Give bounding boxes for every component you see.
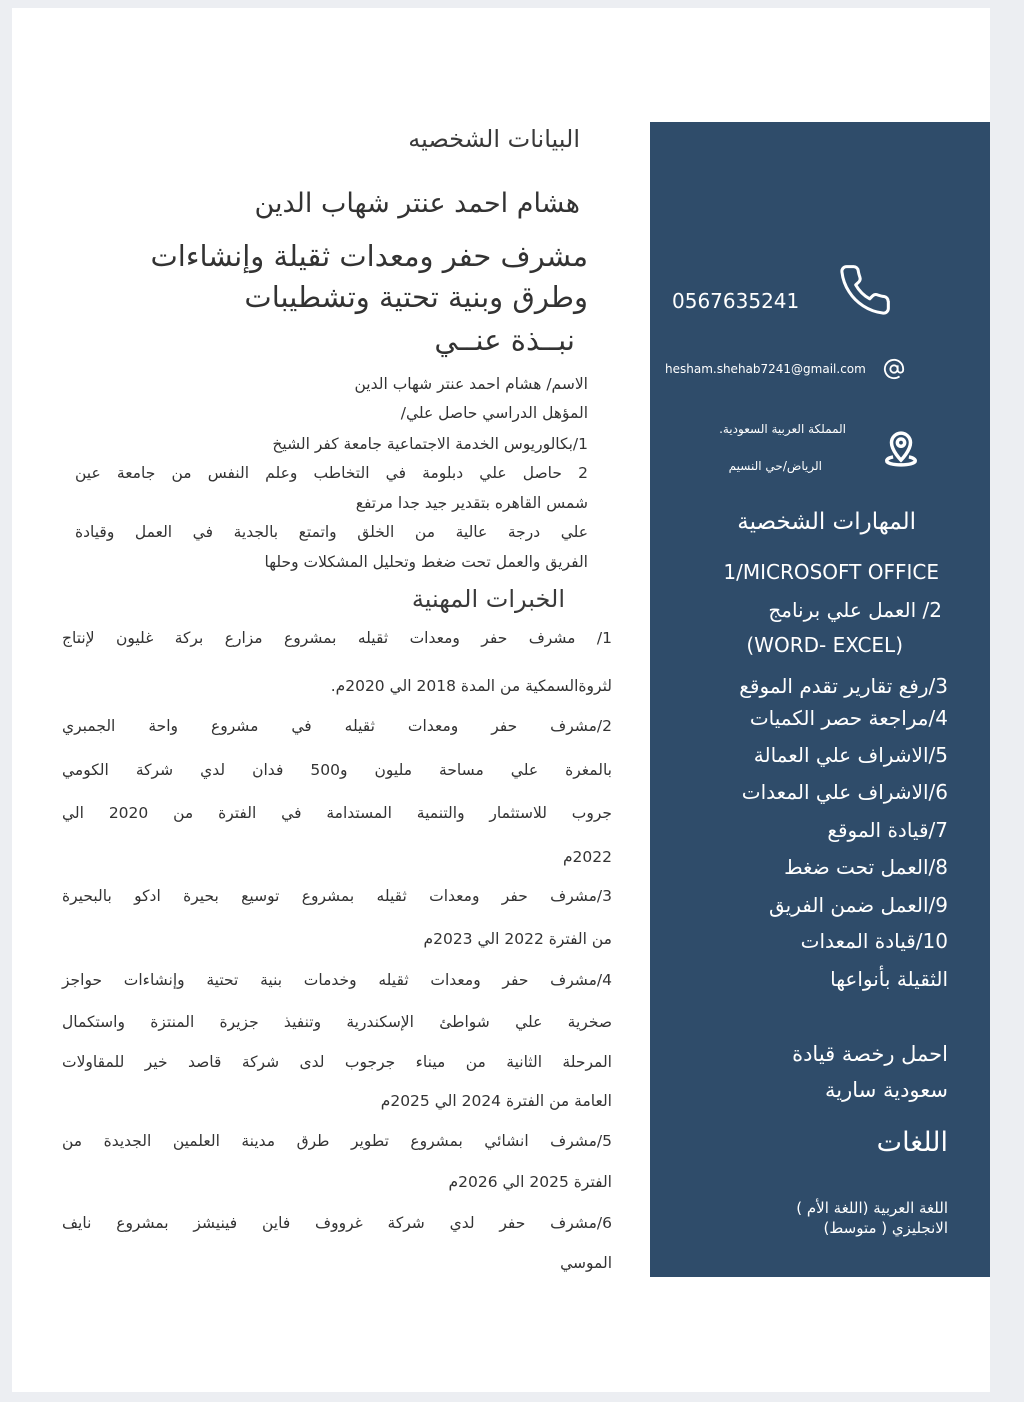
about-line: الاسم/ هشام احمد عنتر شهاب الدين	[354, 375, 588, 393]
phone-number[interactable]: 0567635241	[672, 289, 800, 313]
full-name: هشام احمد عنتر شهاب الدين	[254, 188, 580, 219]
about-line: 2 حاصل علي دبلومة في التخاطب وعلم النفس من جامعة عين	[75, 464, 588, 482]
skill-item: 8/العمل تحت ضغط	[784, 855, 948, 879]
license-line: احمل رخصة قيادة	[792, 1042, 948, 1066]
skill-item: الثقيلة بأنواعها	[830, 967, 948, 991]
experience-line: صخرية علي شواطئ الإسكندرية وتنفيذ جزيرة المنتزة واستكمال	[62, 1013, 612, 1031]
experience-line: جروب للاستثمار والتنمية المستدامة في الفترة من 2020 الي	[62, 804, 612, 822]
experience-line: 6/مشرف حفر لدي شركة غرووف فاين فينيشز بمشروع نايف	[62, 1214, 612, 1232]
about-line: شمس القاهره بتقدير جيد جدا مرتفع	[355, 494, 588, 512]
personal-heading: البيانات الشخصيه	[408, 125, 580, 153]
skill-item: 9/العمل ضمن الفريق	[768, 893, 948, 917]
at-icon	[883, 358, 905, 380]
languages-heading: اللغات	[876, 1127, 948, 1158]
about-heading: نبــذة عنــي	[434, 323, 575, 357]
skill-item: 5/الاشراف علي العمالة	[753, 743, 948, 767]
language-item: الانجليزي ( متوسط)	[823, 1219, 948, 1237]
experience-line: من الفترة 2022 الي 2023م	[423, 930, 612, 948]
skills-heading: المهارات الشخصية	[737, 509, 916, 535]
experience-line: 2022م	[562, 848, 612, 866]
about-line: علي درجة عالية من الخلق واتمتع بالجدية في العمل وقيادة	[75, 523, 588, 541]
experience-line: العامة من الفترة 2024 الي 2025م	[380, 1092, 612, 1110]
skill-item: 1/MICROSOFT OFFICE	[723, 560, 939, 584]
address-line-2: الرياض/حي النسيم	[728, 459, 822, 473]
skill-item: 2/ العمل علي برنامج	[768, 598, 942, 622]
skill-item: 4/مراجعة حصر الكميات	[749, 706, 948, 730]
experience-line: 5/مشرف انشائي بمشروع تطوير طرق مدينة العلمين الجديدة من	[62, 1132, 612, 1150]
address-line-1: المملكة العربية السعودية.	[719, 422, 846, 436]
about-line: 1/بكالوريوس الخدمة الاجتماعية جامعة كفر الشيخ	[272, 435, 588, 453]
experience-line: 4/مشرف حفر ومعدات ثقيله وخدمات بنية تحتية وإنشاءات حواجز	[62, 971, 612, 989]
skill-item: 7/قيادة الموقع	[827, 818, 948, 842]
email-address[interactable]: hesham.shehab7241@gmail.com	[665, 362, 866, 376]
experience-line: بالمغرة علي مساحة مليون و500 فدان لدي شركة الكومي	[62, 761, 612, 779]
skill-item: 10/قيادة المعدات	[800, 929, 948, 953]
license-line: سعودية سارية	[825, 1078, 948, 1102]
about-line: المؤهل الدراسي حاصل علي/	[400, 404, 588, 422]
experience-line: المرحلة الثانية من ميناء جرجوب لدى شركة قاصد خير للمقاولات	[62, 1053, 612, 1071]
skill-item: 6/الاشراف علي المعدات	[741, 780, 948, 804]
experience-line: 3/مشرف حفر ومعدات ثقيله بمشروع توسيع بحيرة ادكو بالبحيرة	[62, 887, 612, 905]
job-title-line-2: وطرق وبنية تحتية وتشطيبات	[244, 280, 588, 314]
experience-line: 2/مشرف حفر ومعدات ثقيله في مشروع واحة الجمبري	[62, 717, 612, 735]
experience-line: الفترة 2025 الي 2026م	[448, 1173, 612, 1191]
job-title-line-1: مشرف حفر ومعدات ثقيلة وإنشاءات	[150, 239, 588, 273]
about-line: الفريق والعمل تحت ضغط وتحليل المشكلات وحلها	[264, 553, 588, 571]
skill-item: (WORD- EXCEL)	[746, 633, 903, 657]
language-item: اللغة العربية (اللغة الأم )	[796, 1199, 948, 1217]
experience-line: 1/ مشرف حفر ومعدات ثقيله بمشروع مزارع بركة غليون لإنتاج	[62, 629, 612, 647]
skill-item: 3/رفع تقارير تقدم الموقع	[739, 674, 948, 698]
phone-icon	[836, 262, 894, 318]
experience-heading: الخبرات المهنية	[411, 585, 565, 613]
location-pin-icon	[882, 428, 920, 470]
experience-line: الموسي	[560, 1254, 612, 1272]
experience-line: لثروةالسمكية من المدة 2018 الي 2020م.	[330, 677, 612, 695]
